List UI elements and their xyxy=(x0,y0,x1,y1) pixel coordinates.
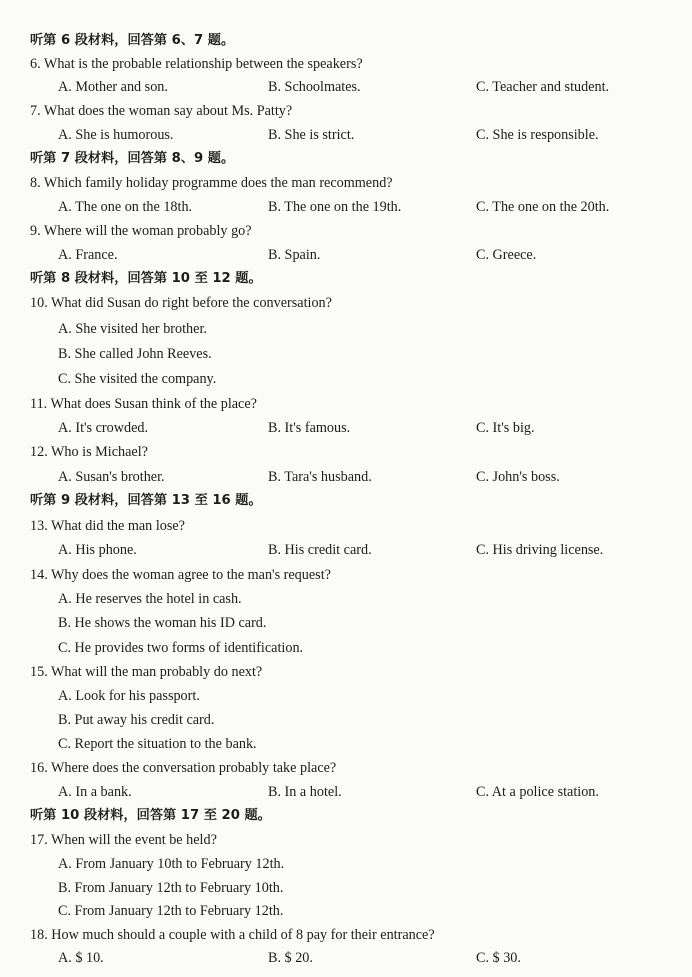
option-a: A. It's crowded. xyxy=(58,420,149,436)
option-row xyxy=(0,733,692,755)
section-heading: 听第 7 段材料，回答第 8、9 题。 xyxy=(30,151,235,166)
option-row xyxy=(0,709,692,731)
options-row xyxy=(0,539,692,561)
option-a: A. The one on the 18th. xyxy=(58,199,193,215)
question-stem: 18. How much should a couple with a child of 8 pay for their entrance? xyxy=(30,927,435,943)
option-b: B. Tara's husband. xyxy=(268,469,372,485)
question-stem: 10. What did Susan do right before the conversation? xyxy=(30,295,332,311)
option-c: C. From January 12th to February 12th. xyxy=(58,903,284,919)
option-row xyxy=(0,368,692,390)
options-row xyxy=(0,947,692,969)
option-b: B. Schoolmates. xyxy=(268,79,361,95)
section-heading: 听第 10 段材料，回答第 17 至 20 题。 xyxy=(30,808,271,823)
option-row xyxy=(0,685,692,707)
option-b: B. It's famous. xyxy=(268,420,351,436)
option-row xyxy=(0,853,692,875)
question-stem: 7. What does the woman say about Ms. Patty? xyxy=(30,103,293,119)
options-row xyxy=(0,76,692,98)
option-a: A. She is humorous. xyxy=(58,127,174,143)
question-stem: 17. When will the event be held? xyxy=(30,832,217,848)
option-b: B. In a hotel. xyxy=(268,784,342,800)
section-heading: 听第 9 段材料，回答第 13 至 16 题。 xyxy=(30,493,262,508)
option-row xyxy=(0,877,692,899)
options-row xyxy=(0,244,692,266)
option-row xyxy=(0,588,692,610)
option-row xyxy=(0,318,692,340)
options-row xyxy=(0,196,692,218)
option-b: B. Spain. xyxy=(268,247,321,263)
option-a: A. From January 10th to February 12th. xyxy=(58,856,285,872)
option-row xyxy=(0,343,692,365)
option-c: C. Report the situation to the bank. xyxy=(58,736,257,752)
options-row xyxy=(0,466,692,488)
option-c: C. Greece. xyxy=(476,247,537,263)
question-stem: 11. What does Susan think of the place? xyxy=(30,396,257,412)
question-stem: 8. Which family holiday programme does the man recommend? xyxy=(30,175,393,191)
option-a: A. $ 10. xyxy=(58,950,104,966)
option-b: B. His credit card. xyxy=(268,542,372,558)
question-stem: 15. What will the man probably do next? xyxy=(30,664,263,680)
option-a: A. Mother and son. xyxy=(58,79,168,95)
option-c: C. The one on the 20th. xyxy=(476,199,610,215)
question-stem: 13. What did the man lose? xyxy=(30,518,185,534)
option-a: A. Look for his passport. xyxy=(58,688,200,704)
question-stem: 6. What is the probable relationship between the speakers? xyxy=(30,56,363,72)
option-a: A. His phone. xyxy=(58,542,137,558)
question-stem: 14. Why does the woman agree to the man's request? xyxy=(30,567,331,583)
option-row xyxy=(0,900,692,922)
option-a: A. He reserves the hotel in cash. xyxy=(58,591,242,607)
question-stem: 9. Where will the woman probably go? xyxy=(30,223,252,239)
option-a: A. In a bank. xyxy=(58,784,132,800)
option-c: C. Teacher and student. xyxy=(476,79,610,95)
option-c: C. John's boss. xyxy=(476,469,560,485)
option-b: B. She called John Reeves. xyxy=(58,346,212,362)
option-c: C. His driving license. xyxy=(476,542,604,558)
option-a: A. Susan's brother. xyxy=(58,469,165,485)
option-a: A. France. xyxy=(58,247,118,263)
option-c: C. At a police station. xyxy=(476,784,599,800)
option-row xyxy=(0,637,692,659)
options-row xyxy=(0,781,692,803)
option-row xyxy=(0,612,692,634)
question-stem: 16. Where does the conversation probably take place? xyxy=(30,760,337,776)
option-c: C. It's big. xyxy=(476,420,535,436)
options-row xyxy=(0,417,692,439)
option-c: C. $ 30. xyxy=(476,950,521,966)
options-row xyxy=(0,124,692,146)
option-b: B. She is strict. xyxy=(268,127,355,143)
option-c: C. He provides two forms of identification. xyxy=(58,640,304,656)
section-heading: 听第 6 段材料，回答第 6、7 题。 xyxy=(30,33,235,48)
option-c: C. She is responsible. xyxy=(476,127,599,143)
option-b: B. From January 12th to February 10th. xyxy=(58,880,284,896)
option-a: A. She visited her brother. xyxy=(58,321,207,337)
option-b: B. $ 20. xyxy=(268,950,313,966)
option-b: B. The one on the 19th. xyxy=(268,199,402,215)
option-b: B. Put away his credit card. xyxy=(58,712,215,728)
section-heading: 听第 8 段材料，回答第 10 至 12 题。 xyxy=(30,271,262,286)
option-b: B. He shows the woman his ID card. xyxy=(58,615,267,631)
option-c: C. She visited the company. xyxy=(58,371,217,387)
question-stem: 12. Who is Michael? xyxy=(30,444,148,460)
